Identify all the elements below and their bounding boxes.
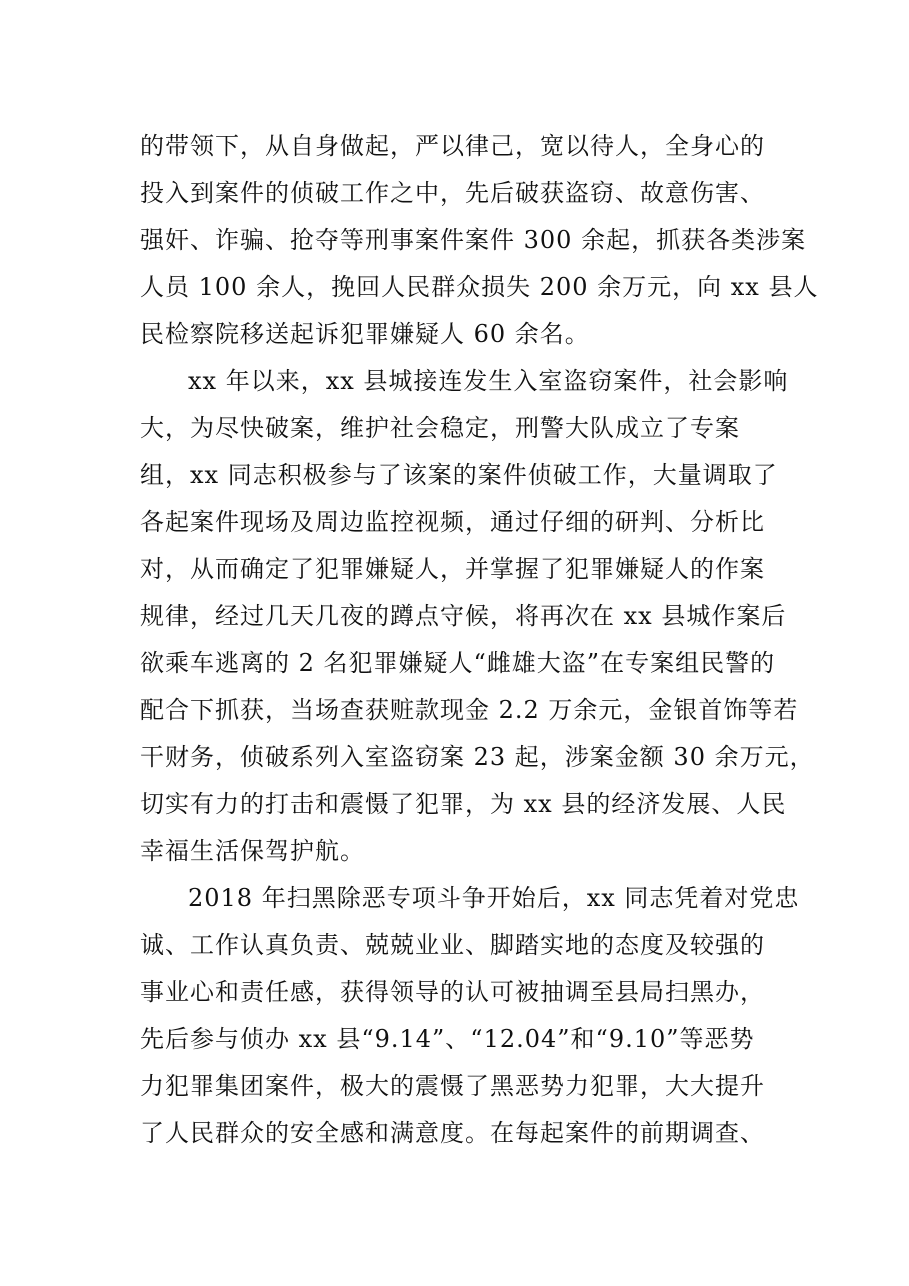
body-text: [140, 123, 819, 1157]
text-line: 幸福生活保驾护航。: [140, 837, 365, 865]
paragraph-start-line: 2018 年扫黑除恶专项斗争开始后，xx 同志凭着对党忠: [188, 884, 800, 912]
text-line: 事业心和责任感，获得领导的认可被抽调至县局扫黑办，: [140, 978, 765, 1006]
text-line: 诚、工作认真负责、兢兢业业、脚踏实地的态度及较强的: [140, 931, 765, 959]
text-line: 投入到案件的侦破工作之中，先后破获盗窃、故意伤害、: [140, 179, 765, 207]
text-line: 人员 100 余人，挽回人民群众损失 200 余万元，向 xx 县人: [140, 273, 819, 301]
text-line: 切实有力的打击和震慑了犯罪，为 xx 县的经济发展、人民: [140, 790, 787, 818]
text-line: 配合下抓获，当场查获赃款现金 2.2 万余元，金银首饰等若: [140, 696, 799, 724]
text-line: 强奸、诈骗、抢夺等刑事案件案件 300 余起，抓获各类涉案: [140, 226, 807, 254]
text-line: 的带领下，从自身做起，严以律己，宽以待人，全身心的: [140, 132, 765, 160]
text-line: 民检察院移送起诉犯罪嫌疑人 60 余名。: [140, 320, 590, 348]
text-line: 对，从而确定了犯罪嫌疑人，并掌握了犯罪嫌疑人的作案: [140, 555, 765, 583]
text-line: 大，为尽快破案，维护社会稳定，刑警大队成立了专案: [140, 414, 740, 442]
text-line: 干财务，侦破系列入室盗窃案 23 起，涉案金额 30 余万元，: [140, 743, 815, 771]
text-line: 欲乘车逃离的 2 名犯罪嫌疑人“雌雄大盗”在专案组民警的: [140, 649, 776, 677]
text-line: 力犯罪集团案件，极大的震慑了黑恶势力犯罪，大大提升: [140, 1072, 765, 1100]
text-line: 先后参与侦办 xx 县“9.14”、“12.04”和“9.10”等恶势: [140, 1025, 755, 1053]
text-line: 组，xx 同志积极参与了该案的案件侦破工作，大量调取了: [140, 461, 778, 489]
text-line: 规律，经过几天几夜的蹲点守候，将再次在 xx 县城作案后: [140, 602, 787, 630]
text-line: 各起案件现场及周边监控视频，通过仔细的研判、分析比: [140, 508, 765, 536]
paragraph-start-line: xx 年以来，xx 县城接连发生入室盗窃案件，社会影响: [188, 367, 789, 395]
text-line: 了人民群众的安全感和满意度。在每起案件的前期调查、: [140, 1119, 765, 1147]
